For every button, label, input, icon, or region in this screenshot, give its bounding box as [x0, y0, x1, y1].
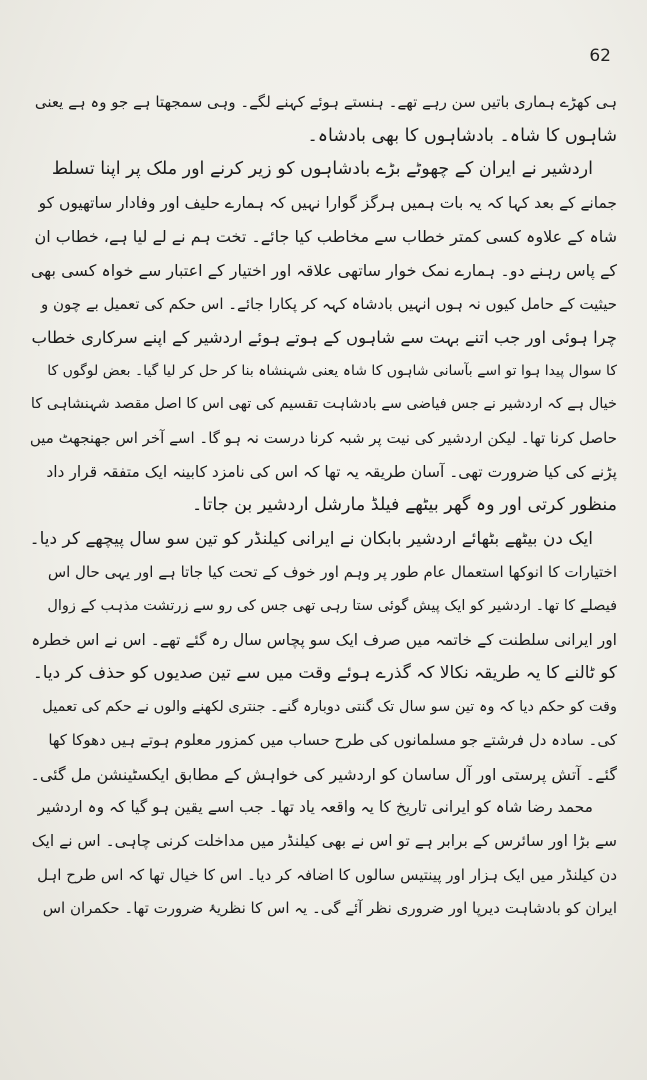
text-line: کی۔ سادہ دل فرشتے جو مسلمانوں کی طرح حساب میں کمزور معلوم ہوتے ہیں دھوکا کھا — [48, 731, 617, 750]
text-line: حیثیت کے حامل کیوں نہ ہوں انہیں بادشاہ کہہ کر پکارا جائے۔ اس حکم کی تعمیل بے چون و — [41, 294, 617, 313]
text-line: منظور کرتی اور وہ گھر بیٹھے فیلڈ مارشل اردشیر بن جاتا۔ — [191, 495, 617, 516]
text-line: کے پاس رہنے دو۔ ہمارے نمک خوار ساتھی علاقہ اور اختیار کے اعتبار سے خواہ کسی بھی — [30, 260, 617, 280]
text-line: خیال ہے کہ اردشیر نے جس فیاضی سے بادشاہت تقسیم کی تھی اس کا اصل مقصد شہنشاہی کا — [30, 396, 617, 413]
text-line: ایک دن بیٹھے بٹھائے اردشیر بابکان نے ایرانی کیلنڈر کو تین سو سال پیچھے کر دیا۔ — [30, 528, 593, 549]
text-line: کا سوال پیدا ہوا تو اسے بآسانی شاہوں کا شاہ یعنی شہنشاہ بنا کر حل کر لیا گیا۔ بعض لوگوں کا — [47, 362, 617, 379]
text-line: دن کیلنڈر میں ایک ہزار اور پینتیس سالوں کا اضافہ کر دیا۔ اس کا خیال تھا کہ اس طرح اہل — [37, 865, 617, 884]
text-line: اردشیر نے ایران کے چھوٹے بڑے بادشاہوں کو زیر کرنے اور ملک پر اپنا تسلط — [51, 159, 593, 180]
text-line: جمانے کے بعد کہا کہ یہ بات ہمیں ہرگز گوارا نہیں کہ ہمارے حلیف اور وفادار ساتھیوں کو — [38, 193, 617, 212]
text-line: پڑنے کی کیا ضرورت تھی۔ آسان طریقہ یہ تھا کہ اس کی نامزد کابینہ ایک متفقہ قرار داد — [46, 462, 617, 481]
text-line: گئے۔ آتش پرستی اور آل ساسان کو اردشیر کی خواہش کے مطابق ایکسٹینشن مل گئی۔ — [30, 764, 617, 784]
text-line: حاصل کرنا تھا۔ لیکن اردشیر کی نیت پر شبہ کرنا درست نہ ہو گا۔ اسے آخر اس جھنجھٹ میں — [30, 428, 617, 447]
urdu-text-body — [30, 86, 617, 1072]
text-line: وقت کو حکم دیا کہ وہ تین سو سال تک گنتی دوبارہ گنے۔ جنتری لکھنے والوں نے حکم کی تعمیل — [42, 698, 617, 715]
text-line: اور ایرانی سلطنت کے خاتمہ میں صرف ایک سو پچاس سال رہ گئے تھے۔ اس نے اس خطرہ — [31, 630, 617, 649]
text-line: شاہ کے علاوہ کسی کمتر خطاب سے مخاطب کیا جائے۔ تخت ہم نے لے لیا ہے، خطاب ان — [34, 227, 617, 247]
text-line: شاہوں کا شاہ۔ بادشاہوں کا بھی بادشاہ۔ — [307, 125, 617, 146]
text-line: محمد رضا شاہ کو ایرانی تاریخ کا یہ واقعہ یاد تھا۔ جب اسے یقین ہو گیا کہ وہ اردشیر — [37, 798, 593, 817]
text-line: ہی کھڑے ہماری باتیں سن رہے تھے۔ ہنستے ہوئے کہنے لگے۔ وہی سمجھتا ہے جو وہ ہے یعنی — [34, 93, 617, 111]
text-line: فیصلے کا تھا۔ اردشیر کو ایک پیش گوئی ستا رہی تھی جس کی رو سے زرتشت مذہب کے زوال — [47, 597, 617, 614]
text-line: سے بڑا اور سائرس کے برابر ہے تو اس نے بھی کیلنڈر میں مداخلت کرنی چاہی۔ اس نے ایک — [31, 832, 617, 851]
text-line: ایران کو بادشاہت دیرپا اور ضروری نظر آئے گی۔ یہ اس کا نظریۂ ضرورت تھا۔ حکمران اس — [42, 899, 617, 918]
text-line: چرا ہوئی اور جب اتنے بہت سے شاہوں کے ہوتے ہوئے اردشیر کے اپنے سرکاری خطاب — [31, 328, 617, 348]
page-number: 62 — [589, 46, 611, 66]
text-line: اختیارات کا انوکھا استعمال عام طور پر وہم اور خوف کے تحت کیا جاتا ہے اور یہی حال اس — [47, 563, 617, 582]
text-line: کو ٹالنے کا یہ طریقہ نکالا کہ گذرے ہوئے وقت میں سے تین صدیوں کو حذف کر دیا۔ — [32, 663, 617, 684]
